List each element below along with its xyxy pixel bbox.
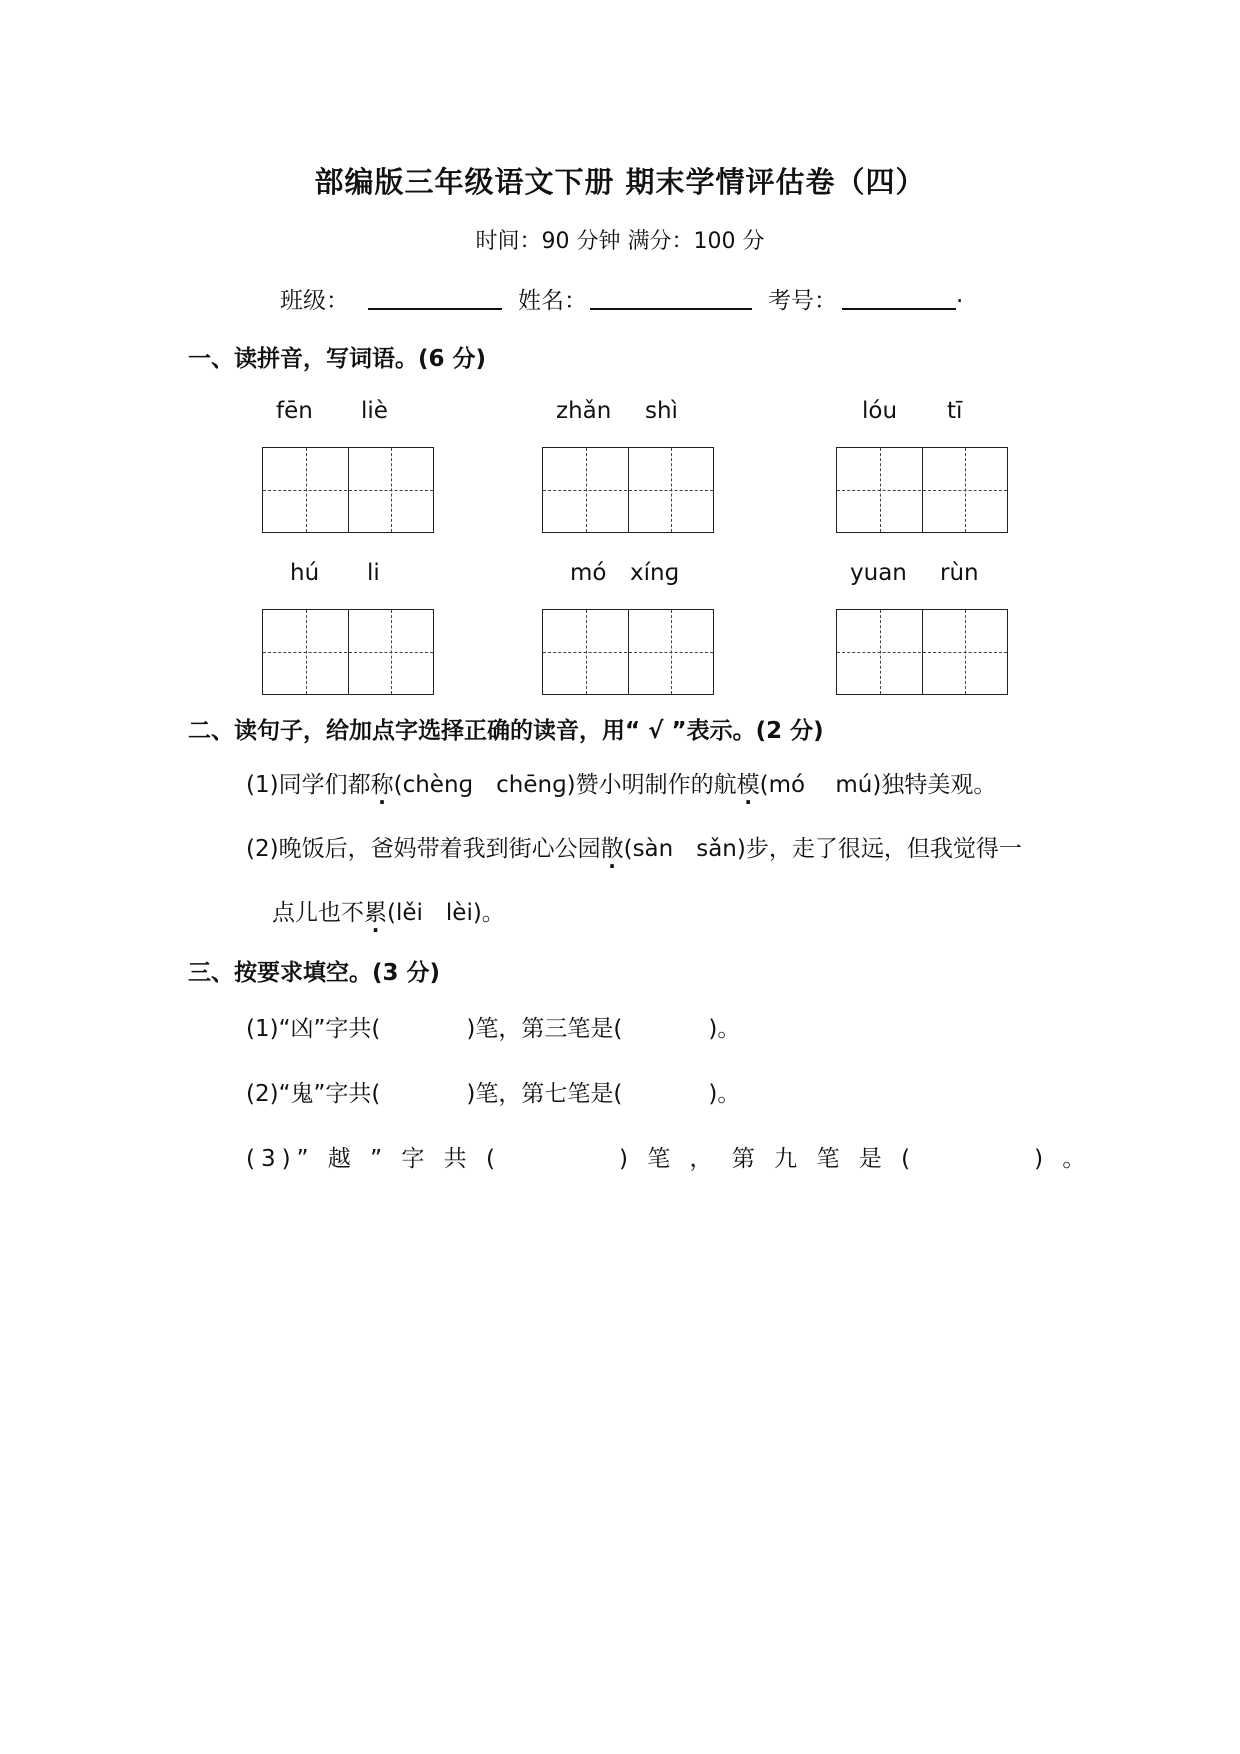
writing-grid[interactable] <box>262 609 434 695</box>
pinyin-label: fēn <box>276 398 313 424</box>
question-text: 点儿也不 <box>272 900 364 926</box>
name-label: 姓名： <box>518 288 587 314</box>
question-text: )。 <box>708 1016 741 1042</box>
question-text: ) 。 <box>1034 1146 1092 1172</box>
end-period: . <box>956 282 964 308</box>
question-2-2 <box>246 830 1022 863</box>
writing-grid[interactable] <box>542 447 714 533</box>
pinyin-label: zhǎn <box>556 398 612 424</box>
pinyin-label: xínɡ <box>630 560 680 586</box>
question-3-1 <box>246 1010 740 1043</box>
dotted-char: 模 <box>736 772 760 798</box>
question-2-2-continued <box>272 894 505 927</box>
question-text: )笔，第七笔是( <box>466 1081 623 1107</box>
pinyin-label: yuan <box>850 560 907 586</box>
pronunciation-options[interactable]: (lěi lèi)。 <box>387 900 505 926</box>
pinyin-label: rùn <box>940 560 979 586</box>
pronunciation-options[interactable]: (chènɡ chēnɡ)赞小明制作的航 <box>393 772 737 798</box>
number-label: 考号： <box>768 288 837 314</box>
question-text: ) 笔 ， 第 九 笔 是 ( <box>618 1146 917 1172</box>
question-3-2 <box>246 1075 740 1108</box>
pinyin-label: mó <box>570 560 607 586</box>
section2-heading: 二、读句子，给加点字选择正确的读音，用“ √ ”表示。(2 分) <box>188 718 824 744</box>
question-text: (1)同学们都 <box>246 772 371 798</box>
writing-grid[interactable] <box>836 609 1008 695</box>
section1-heading: 一、读拼音，写词语。(6 分) <box>188 346 487 372</box>
question-text: (2)晚饭后，爸妈带着我到街心公园 <box>246 836 601 862</box>
question-text: (2)“鬼”字共( <box>246 1081 381 1107</box>
pronunciation-options[interactable]: (sàn sǎn)步，走了很远，但我觉得一 <box>623 836 1022 862</box>
pinyin-label: liè <box>361 398 388 424</box>
exam-time-score: 时间：90 分钟 满分：100 分 <box>475 229 765 254</box>
pinyin-label: hú <box>290 560 320 586</box>
question-text: (1)“凶”字共( <box>246 1016 381 1042</box>
dotted-char: 散 <box>600 836 624 862</box>
pinyin-label: tī <box>947 398 963 424</box>
pinyin-label: shì <box>645 398 678 424</box>
question-text: )笔，第三笔是( <box>466 1016 623 1042</box>
page-title: 部编版三年级语文下册 期末学情评估卷（四） <box>314 165 926 199</box>
question-text: (3)” 越 ” 字 共 ( <box>246 1146 501 1172</box>
pinyin-label: lóu <box>862 398 898 424</box>
section3-heading: 三、按要求填空。(3 分) <box>188 960 441 986</box>
writing-grid[interactable] <box>262 447 434 533</box>
dotted-char: 累 <box>364 900 387 926</box>
question-2-1 <box>246 766 996 799</box>
writing-grid[interactable] <box>836 447 1008 533</box>
writing-grid[interactable] <box>542 609 714 695</box>
name-field[interactable] <box>590 308 752 310</box>
question-text: )。 <box>708 1081 741 1107</box>
pinyin-label: li <box>367 560 380 586</box>
class-field[interactable] <box>368 308 502 310</box>
question-3-3 <box>246 1140 1091 1173</box>
dotted-char: 称 <box>370 772 394 798</box>
pronunciation-options[interactable]: (mó mú)独特美观。 <box>759 772 997 798</box>
class-label: 班级： <box>280 288 349 314</box>
number-field[interactable] <box>842 308 956 310</box>
